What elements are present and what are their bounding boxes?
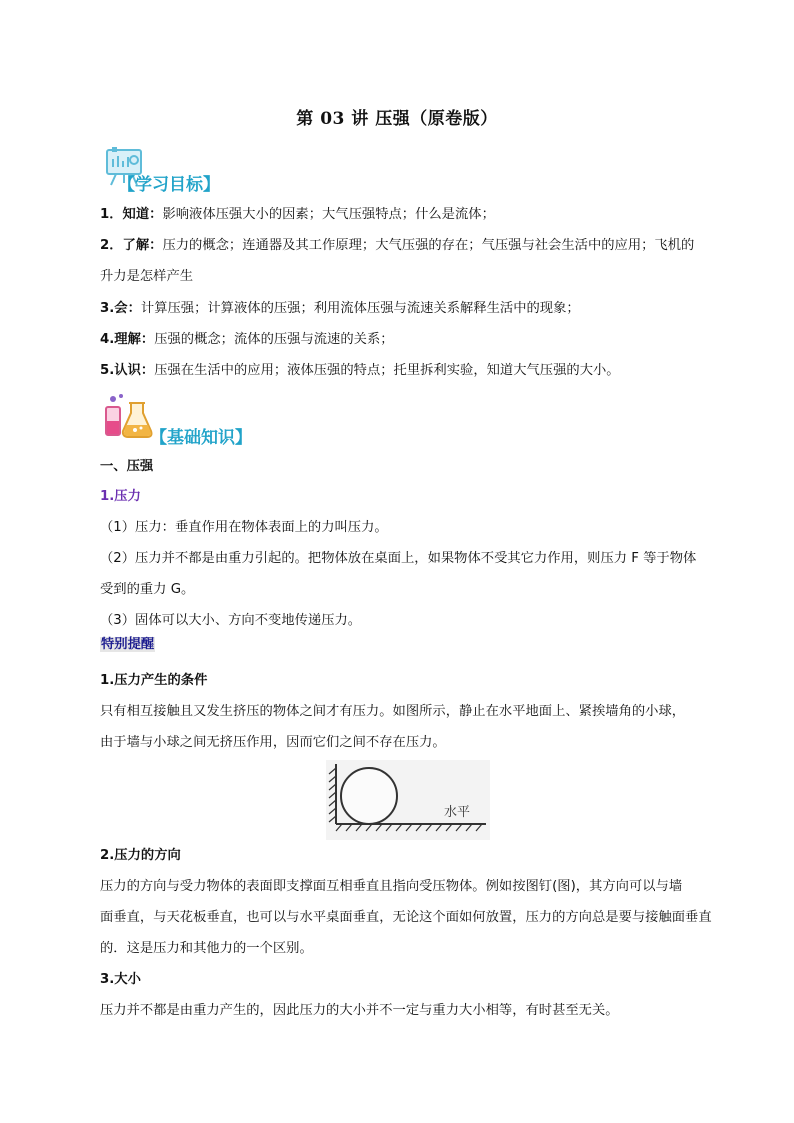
tip-box xyxy=(100,635,720,655)
objective-item xyxy=(100,361,720,381)
objective-label: 1．知道： xyxy=(100,207,163,222)
ball-corner-figure xyxy=(326,760,490,840)
paragraph: （2）压力并不都是由重力引起的。把物体放在桌面上，如果物体不受其它力作用，则压力 F 等于物体 xyxy=(100,551,697,566)
section-heading-objectives: 【学习目标】 xyxy=(118,175,220,195)
subheading-pressure xyxy=(100,457,720,477)
paragraph: 由于墙与小球之间无挤压作用，因而它们之间不存在压力。 xyxy=(100,735,446,750)
paragraph: 面垂直，与天花板垂直，也可以与水平桌面垂直，无论这个面如何放置，压力的方向总是要与接触面垂直 xyxy=(100,910,712,925)
objective-text: 压强在生活中的应用；液体压强的特点；托里拆利实验，知道大气压强的大小。 xyxy=(154,363,620,378)
paragraph: 压力的方向与受力物体的表面即支撑面互相垂直且指向受压物体。例如按图钉(图)，其方向可以与墙 xyxy=(100,879,683,894)
tip-label: 特别提醒 xyxy=(101,637,155,652)
objective-item xyxy=(100,299,720,319)
paragraph: 只有相互接触且又发生挤压的物体之间才有压力。如图所示，静止在水平地面上、紧挨墙角的小球， xyxy=(100,704,686,719)
tip-heading-text: 2.压力的方向 xyxy=(100,848,181,863)
tip-heading xyxy=(100,846,720,866)
objective-label: 5.认识： xyxy=(100,363,155,378)
objective-item xyxy=(100,236,720,256)
paragraph: （1）压力：垂直作用在物体表面上的力叫压力。 xyxy=(100,520,388,535)
flask-icon xyxy=(103,393,155,439)
figure-label: 水平 xyxy=(444,805,471,820)
subheading-force: 1.压力 xyxy=(100,489,141,504)
objective-text: 影响液体压强大小的因素；大气压强特点；什么是流体； xyxy=(162,207,495,222)
tip-heading xyxy=(100,671,720,691)
tip-heading-text: 3.大小 xyxy=(100,972,141,987)
paragraph: 的．这是压力和其他力的一个区别。 xyxy=(100,941,313,956)
objective-text: 压力的概念；连通器及其工作原理；大气压强的存在；气压强与社会生活中的应用；飞机的 xyxy=(162,238,695,253)
objective-item xyxy=(100,330,720,350)
tip-heading-text: 1.压力产生的条件 xyxy=(100,673,208,688)
objective-text: 计算压强；计算液体的压强；利用流体压强与流速关系解释生活中的现象； xyxy=(140,301,580,316)
paragraph: （3）固体可以大小、方向不变地传递压力。 xyxy=(100,613,362,628)
objective-label: 2．了解： xyxy=(100,238,163,253)
subheading-text: 一、压强 xyxy=(100,459,154,474)
page-title: 第 03 讲 压强（原卷版） xyxy=(296,109,498,129)
objective-item xyxy=(100,267,720,287)
objective-text: 升力是怎样产生 xyxy=(100,269,194,284)
objective-label: 3.会： xyxy=(100,301,141,316)
objective-label: 4.理解： xyxy=(100,332,155,347)
paragraph: 受到的重力 G。 xyxy=(100,582,195,597)
tip-heading xyxy=(100,970,720,990)
section-heading-basics: 【基础知识】 xyxy=(150,428,252,448)
objective-text: 压强的概念；流体的压强与流速的关系； xyxy=(154,332,394,347)
objective-item xyxy=(100,205,720,225)
paragraph: 压力并不都是由重力产生的，因此压力的大小并不一定与重力大小相等，有时甚至无关。 xyxy=(100,1003,619,1018)
